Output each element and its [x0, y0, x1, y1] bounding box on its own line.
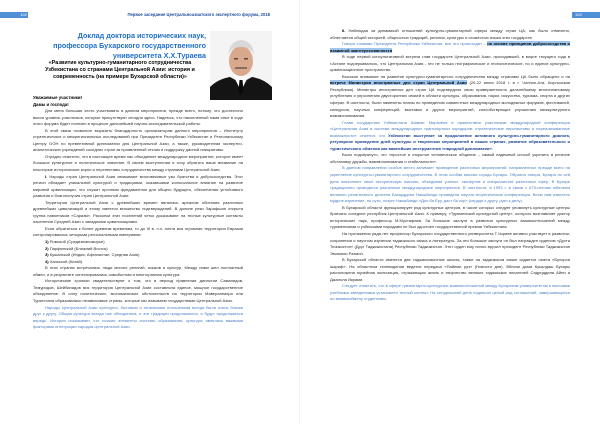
list-text: Ханьской (Китай).: [49, 258, 84, 264]
list-text: Парфянской (Ближний Восток): [49, 245, 108, 251]
section-marker: I.: [45, 173, 48, 179]
portrait-image: [210, 31, 272, 100]
right-page: [300, 0, 600, 424]
paragraph: Для меня большая честь участвовать в данном мероприятии, прежде всего, потому, что достаточно высок уровень участников, которые присутствуют сегодня здесь. Надеюсь, что накопленный нами опыт в ходе этого форума будет полезен в процессе дальнейшей научно-исследовательской работы.: [33, 108, 243, 127]
paragraph-quote: [330, 120, 570, 153]
list-number: 3): [45, 252, 49, 258]
article-subtitle: «Развитие культурно-гуманитарного сотрудничества Узбекистана со странами Центральной Азии: история и современность (на примере Бухарской области)»: [45, 60, 195, 80]
paragraph: В этих странах встречались люди многих религий, языков и культур. Между ними шел постоянный обмен, и в результате синтезировались самобытная и многогранная культура.: [33, 265, 243, 277]
paragraph: На протяжении ряда лет профессор Бухарского государственного университета Т.Чориев активно участвует в развитии, сохранении и научном изучении таджикского языка и литературы. За эти большие заслуги он был награжден орденом «Дусти Точикистон» (Друг Таджикистана) Республики Таджикистан. Этот орден ему лично вручил президент Республики Таджикистан Эмомали Рахмон.: [330, 230, 570, 256]
paragraph: В Бухарской области функционирует ряд культурных центров, в числе которых следует упомянуть культурные центры братских соседних республик Центральной Азии. К примеру, «Туркменский культурный центр», которого возглавляет доктор исторических наук, профессор М.Мустафаев. За большие заслуги в развитии культурных взаимоотношений между туркменскими и узбекскими народами он был удостоен государственной премии Узбекистана.: [330, 204, 570, 230]
list-number: 2): [45, 245, 49, 251]
paragraph: Отрадно отметить, что в настоящее время нас объединяет международное мероприятие, которое имеет большое культурное и политическое значение. В своем выступлении я хочу обратить ваше внимание на некоторые исторические корни и перспективы сотрудничества между странами Центральной Азии.: [33, 153, 244, 173]
greeting-line-2: Дамы и господа!: [33, 101, 69, 107]
paragraph: Было подчеркнуто, что «простое и открытое человеческое общение – самый надежный способ укрепить в регионе обстановку дружбы, взаимопонимания и стабильности».: [330, 152, 570, 164]
page-number-right: 103: [572, 12, 600, 18]
highlighted-quote: на основе принципов добрососедства и взаимной заинтересованности: [330, 41, 571, 53]
quote-end: .: [392, 47, 394, 53]
list-text: Кушанской (Индия, Афганистан, Средняя Азия): [49, 252, 140, 258]
author-portrait: [210, 31, 272, 100]
paragraph: Исторические хроники свидетельствуют о том, что в период правления династии Саманидов, Темуридов, Шейбанидов вся территория Центральной Азии составляла единое, мощное государственное объединение. В силу политических, экономических обстоятельств на территории Мавераннахра или Туркестана образовались независимые страны, которые мы называем государствами Центральной Азии.: [33, 278, 243, 303]
section-marker: II.: [342, 28, 346, 33]
paragraph: В ходе первой консультативной встречи глав государств Центральной Азии, проходившей, в марте текущего года в г.Астане подчеркивалось, что Центральная Азия - это не только географическое и геополитическое, но и единое культурно-цивилизационное пространство.: [330, 54, 570, 73]
paragraph-text: Наблюдая за динамикой отношений культурно-гуманитарной сферы между стран ЦА, как было отмечено, облегчается общей историей, общностью традиций, религии, культуры и схожестью языка этих государств.: [330, 28, 571, 40]
paragraph-blue: Следует отметить, что в сфере гуманитарно-культурных взаимоотношений между Бухарским университетом и высшими учебными заведениями установлен тесный контакт. На сегодняшний день подписан целый ряд соглашений, завершающихся по взаимообмену студентами.: [330, 283, 570, 302]
paragraph-quote: [330, 41, 570, 54]
quote-lead: Глава государства Узбекистана Шавкат Мирзиёев в приветствии участникам международной конференции «Центральная Азия в системе международных транспортных коридоров: стратегические перспективы и нереализованные возможности» отметил, что: [330, 119, 570, 138]
article-title: Доклад доктора исторических наук, профессора Бухарского государственного университета Х.Х.Тураева: [53, 31, 206, 60]
highlighted-quote: Узбекистан выступает за продолжение активного культурно-гуманитарного диалога, регулярное проведение дней культуры и творческих мероприятий в наших странах, развитие образовательного и туристического обменов как важнейших инструментов «народной дипломатии».: [330, 132, 571, 151]
paragraph-text: Народы стран Центральной Азии связывают многовековые узы братства и добрососедства. Этот регион обладает уникальной культурой и традициями, оказавшими колоссальное влияние на развитие мировой цивилизации, что служит прочным фундаментом для общего будущего, обеспечения устойчивого развития и благополучия стран Центральной Азии.: [33, 173, 244, 199]
paragraph: Если обратиться к более древним временам, то до III в. н.э. почти вся огромная территория Евразии контролировалась четырьмя региональными империями:: [33, 225, 243, 238]
paragraph: [33, 174, 243, 200]
paragraph-lead: Высокое внимание на развитие культурно-гуманитарного сотрудничества между странами ЦА было обращено и на: [342, 73, 570, 79]
list-number: 4): [45, 258, 49, 264]
highlighted-phrase: встрече Министров иностранных дел стран Центральной Азии: [330, 80, 467, 86]
page-number-left: 102: [0, 12, 28, 18]
right-column-text: [330, 28, 570, 303]
paragraph-blue: Народы Центральной Азии культурно, бытовым и этническим отношениям всегда были очень близки друг к другу. Общая культура всегда нас объединяла, и эти традиции продолжаются, и будут продолжаться впредь. История показывает, что схожие элементы системы образования, культуры являлись важными факторами интеграции народов Центральной Азии.: [33, 304, 243, 330]
paragraph: В Бухарской области имеются две таджикоязычные школы, также на таджикском языке издается газета «Бухорои шариф». На областном телевидении ведется передача «Пайеми руз» (Новости дня). Вблизи дома Кукалдаш Бухары расположена музейная экспозиция, отражающая жизнь и творчество великих таджикских писателей Садриддина Айни и Джалола Икрами.: [330, 257, 570, 282]
paragraph: [330, 28, 570, 41]
quote-lead: Говоря словами Президента Республики Узбекистан, все это происходит –: [342, 41, 486, 47]
paragraph: Территория Центральной Азии с древнейших времен являлась ареалом обитания различных древнейших цивилизаций и этому имеется множество подтверждений. В долине реки Зарафшан открыта группа памятников «Саразм». Раскопки этих поселений четко доказывают на тесные культурные контакты населения Средней Азии с западными цивилизациями.: [33, 199, 243, 225]
running-header: Первое заседание Центральноазиатского экспертного форума, 2018: [127, 12, 270, 17]
greeting-line-1: Уважаемые участники!: [33, 95, 82, 100]
paragraph: [330, 74, 570, 120]
empires-list: [33, 239, 243, 265]
list-text: Римской (Средиземноморье): [49, 239, 105, 245]
left-column-text: [33, 95, 243, 331]
list-number: 1): [45, 239, 49, 245]
paragraph-blue: В данном направлении особое место занимает проведение различных мероприятий, направленных прежде всего на укрепление культурно-гуманитарного сотрудничества. В этом особая миссия города Бухары. Образно говоря, Бухара по сей день выполняет свою историческую миссию, объединяя ученых, экспертов и специалистов различных сфер. В Бухаре традиционно проводятся различные международные мероприятия. В частности, в 1993 г. в связи с 675-летним юбилеем великого религиозного деятеля Бахауддина Накшбанди проведена научно-теоретическая конференция. Всем нам известно мудрое изречение, по сути, лозунг Накшбанди «Дил ба Ёру, даст ба кор» (сердце к другу, руки к делу).: [330, 165, 570, 204]
paragraph: В этой связи позвольте выразить благодарность организаторам данного мероприятия – Институту стратегических и межрегиональных исследований при Президенте Республики Узбекистан и Региональному Центру ООН по превентивной дипломатии для Центральной Азии, а также, руководителям экспертно-аналитических учреждений соседних стран за проявленный отклик и поддержку данной инициативы.: [33, 127, 243, 153]
paragraph-text: (20-22 июля 2018 г. в г. Чолпон-Ата, Кыргызская Республика). Министры иностранных дел стран ЦА подтвердили свою приверженность дальнейшему многоплановому углублению и упрочнению двусторонних связей в области культуры, образования, науки, искусства, туризма, спорта и других сферах. В частности, были намечены планы по проведению совместных международных молодежных форумов, фестивалей, конкурсов, научных конференций, выставок и других мероприятий, способствующих улучшению межкультурного взаимопонимания.: [330, 80, 570, 119]
